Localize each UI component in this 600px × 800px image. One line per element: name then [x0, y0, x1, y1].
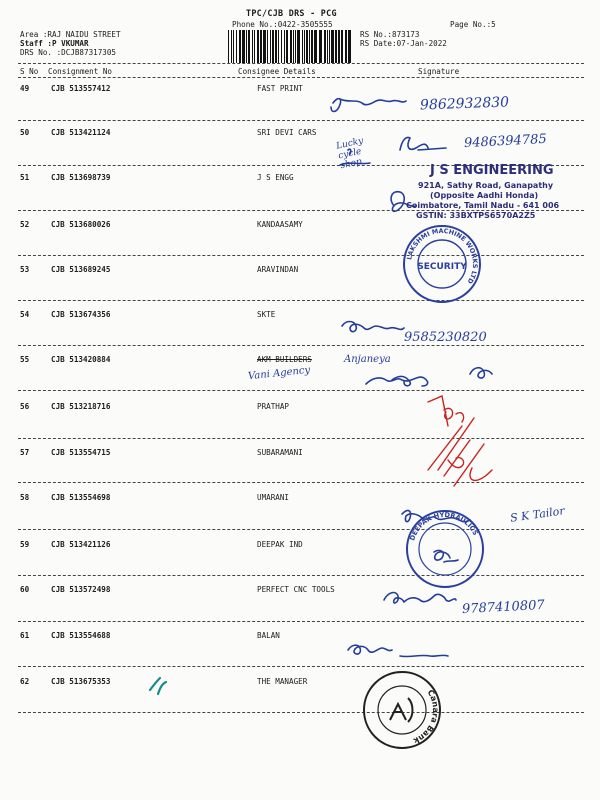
barcode-bar: [348, 30, 351, 63]
barcode-bar: [295, 30, 296, 63]
page-number: Page No.:5: [450, 20, 496, 29]
barcode-bar: [341, 30, 343, 63]
svg-text:Canara Bank: Canara Bank: [411, 688, 441, 746]
barcode-bar: [263, 30, 266, 63]
row-consignee: ARAVINDAN: [257, 265, 299, 274]
row-sno: 61: [20, 631, 30, 640]
barcode-bar: [239, 30, 241, 63]
row-consignee: PRATHAP: [257, 402, 290, 411]
stamp-js-gstin: GSTIN: 33BXTPS6570A2Z5: [416, 211, 536, 220]
row-consignee: FAST PRINT: [257, 84, 303, 93]
barcode-bar: [331, 30, 334, 63]
column-header-divider: [18, 77, 584, 78]
handwritten-note-50: Lucky cycle shop: [335, 136, 365, 172]
row-consignment: CJB 513420884: [51, 355, 111, 364]
row-sno: 60: [20, 585, 30, 594]
stamp-js-address-2: (Opposite Aadhi Honda): [430, 191, 539, 200]
row-divider: [18, 575, 584, 576]
row-consignment: CJB 513218716: [51, 402, 111, 411]
row-consignment: CJB 513557412: [51, 84, 111, 93]
row-divider: [18, 120, 584, 121]
handwritten-name-55a: Anjaneya: [344, 354, 391, 365]
stamp-canara-bank: [360, 668, 444, 752]
row-consignment: CJB 513554698: [51, 493, 111, 502]
row-consignee: SRI DEVI CARS: [257, 128, 317, 137]
barcode-bar: [293, 30, 294, 63]
row-consignee: DEEPAK IND: [257, 540, 303, 549]
stamp-js-address-3: Coimbatore, Tamil Nadu - 641 006: [406, 201, 560, 210]
barcode-bar: [311, 30, 313, 63]
barcode-bar: [281, 30, 282, 63]
stamp-deepak-hydraulics: [402, 506, 488, 592]
svg-text:LAKSHMI MACHINE WORKS LTD: LAKSHMI MACHINE WORKS LTD: [405, 226, 480, 286]
row-sno: 49: [20, 84, 30, 93]
handwritten-phone-50: 9486394785: [463, 131, 548, 152]
barcode-bar: [290, 30, 292, 63]
barcode-bar: [309, 30, 310, 63]
barcode-bar: [327, 30, 328, 63]
barcode-bar: [329, 30, 330, 63]
row-consignment: CJB 513689245: [51, 265, 111, 274]
row-sno: 53: [20, 265, 30, 274]
barcode-bar: [248, 30, 250, 63]
col-header-signature: Signature: [418, 67, 460, 76]
svg-text:DEEPAK HYDRAULICS: DEEPAK HYDRAULICS: [408, 510, 480, 542]
rs-number: RS No.:873173: [360, 30, 420, 39]
row-consignment: CJB 513572498: [51, 585, 111, 594]
row-divider: [18, 529, 584, 530]
row-divider: [18, 621, 584, 622]
handwritten-note-58: S K Tailor: [509, 504, 566, 525]
row-consignee: SKTE: [257, 310, 276, 319]
row-sno: 54: [20, 310, 30, 319]
barcode-bar: [338, 30, 340, 63]
drs-number: DRS No. :DCJB87317305: [20, 48, 117, 57]
row-sno: 57: [20, 448, 30, 457]
barcode-bar: [254, 30, 255, 63]
barcode-bar: [284, 30, 285, 63]
col-header-sno: S No: [20, 67, 39, 76]
row-consignee: AKM BUILDERS: [257, 355, 312, 364]
row-consignee: J S ENGG: [257, 173, 294, 182]
row-consignee: KANDAASAMY: [257, 220, 303, 229]
barcode-bar: [246, 30, 247, 63]
rs-date: RS Date:07-Jan-2022: [360, 39, 447, 48]
barcode-bar: [233, 30, 234, 63]
row-divider: [18, 666, 584, 667]
barcode-bar: [345, 30, 347, 63]
row-consignment: CJB 513421124: [51, 128, 111, 137]
barcode-image: [227, 30, 351, 63]
barcode-bar: [228, 30, 229, 63]
barcode-bar: [302, 30, 303, 63]
barcode-bar: [275, 30, 277, 63]
handwritten-phone-49: 9862932830: [419, 94, 510, 114]
col-header-consignee: Consignee Details: [238, 67, 316, 76]
barcode-bar: [260, 30, 262, 63]
row-divider: [18, 438, 584, 439]
barcode-bar: [257, 30, 259, 63]
row-divider: [18, 712, 584, 713]
barcode-bar: [267, 30, 268, 63]
stamp-js-engineering-name: J S ENGINEERING: [430, 163, 554, 178]
row-sno: 51: [20, 173, 30, 182]
area-field: Area :RAJ NAIDU STREET: [20, 30, 121, 39]
sheet-title: TPC/CJB DRS - PCG: [246, 8, 337, 18]
barcode-bar: [286, 30, 288, 63]
row-consignee: THE MANAGER: [257, 677, 308, 686]
handwritten-name-55b: Vani Agency: [247, 364, 311, 383]
row-consignment: CJB 513554715: [51, 448, 111, 457]
row-consignee: UMARANI: [257, 493, 290, 502]
svg-text:SECURITY: SECURITY: [417, 262, 467, 272]
barcode-bar: [324, 30, 326, 63]
barcode-bar: [335, 30, 337, 63]
row-divider: [18, 482, 584, 483]
row-consignment: CJB 513675353: [51, 677, 111, 686]
row-sno: 59: [20, 540, 30, 549]
phone-number: Phone No.:0422-3505555: [232, 20, 333, 29]
barcode-bar: [231, 30, 232, 63]
row-sno: 52: [20, 220, 30, 229]
row-consignee: PERFECT CNC TOOLS: [257, 585, 335, 594]
row-sno: 58: [20, 493, 30, 502]
row-consignment: CJB 513698739: [51, 173, 111, 182]
row-consignee: SUBARAMANI: [257, 448, 303, 457]
barcode-bar: [236, 30, 237, 63]
barcode-bar: [270, 30, 271, 63]
barcode-bar: [252, 30, 253, 63]
barcode-bar: [297, 30, 300, 63]
stamp-lmw-security: [400, 222, 484, 306]
row-consignment: CJB 513554688: [51, 631, 111, 640]
row-consignment: CJB 513421126: [51, 540, 111, 549]
row-divider: [18, 255, 584, 256]
row-sno: 56: [20, 402, 30, 411]
barcode-bar: [304, 30, 305, 63]
barcode-bar: [278, 30, 279, 63]
col-header-consignment: Consignment No: [48, 67, 113, 76]
row-divider: [18, 345, 584, 346]
header-divider: [18, 63, 584, 64]
barcode-bar: [306, 30, 308, 63]
row-consignment: CJB 513680026: [51, 220, 111, 229]
row-divider: [18, 390, 584, 391]
row-consignee: BALAN: [257, 631, 280, 640]
barcode-bar: [272, 30, 274, 63]
staff-field: Staff :P VKUMAR: [20, 39, 89, 48]
barcode-bar: [242, 30, 245, 63]
row-sno: 50: [20, 128, 30, 137]
handwritten-phone-54: 9585230820: [404, 330, 487, 345]
row-divider: [18, 300, 584, 301]
barcode-bar: [319, 30, 322, 63]
handwritten-phone-60: 9787410807: [461, 597, 546, 618]
row-sno: 62: [20, 677, 30, 686]
row-sno: 55: [20, 355, 30, 364]
barcode-bar: [314, 30, 317, 63]
row-consignment: CJB 513674356: [51, 310, 111, 319]
stamp-js-address-1: 921A, Sathy Road, Ganapathy: [418, 181, 554, 190]
